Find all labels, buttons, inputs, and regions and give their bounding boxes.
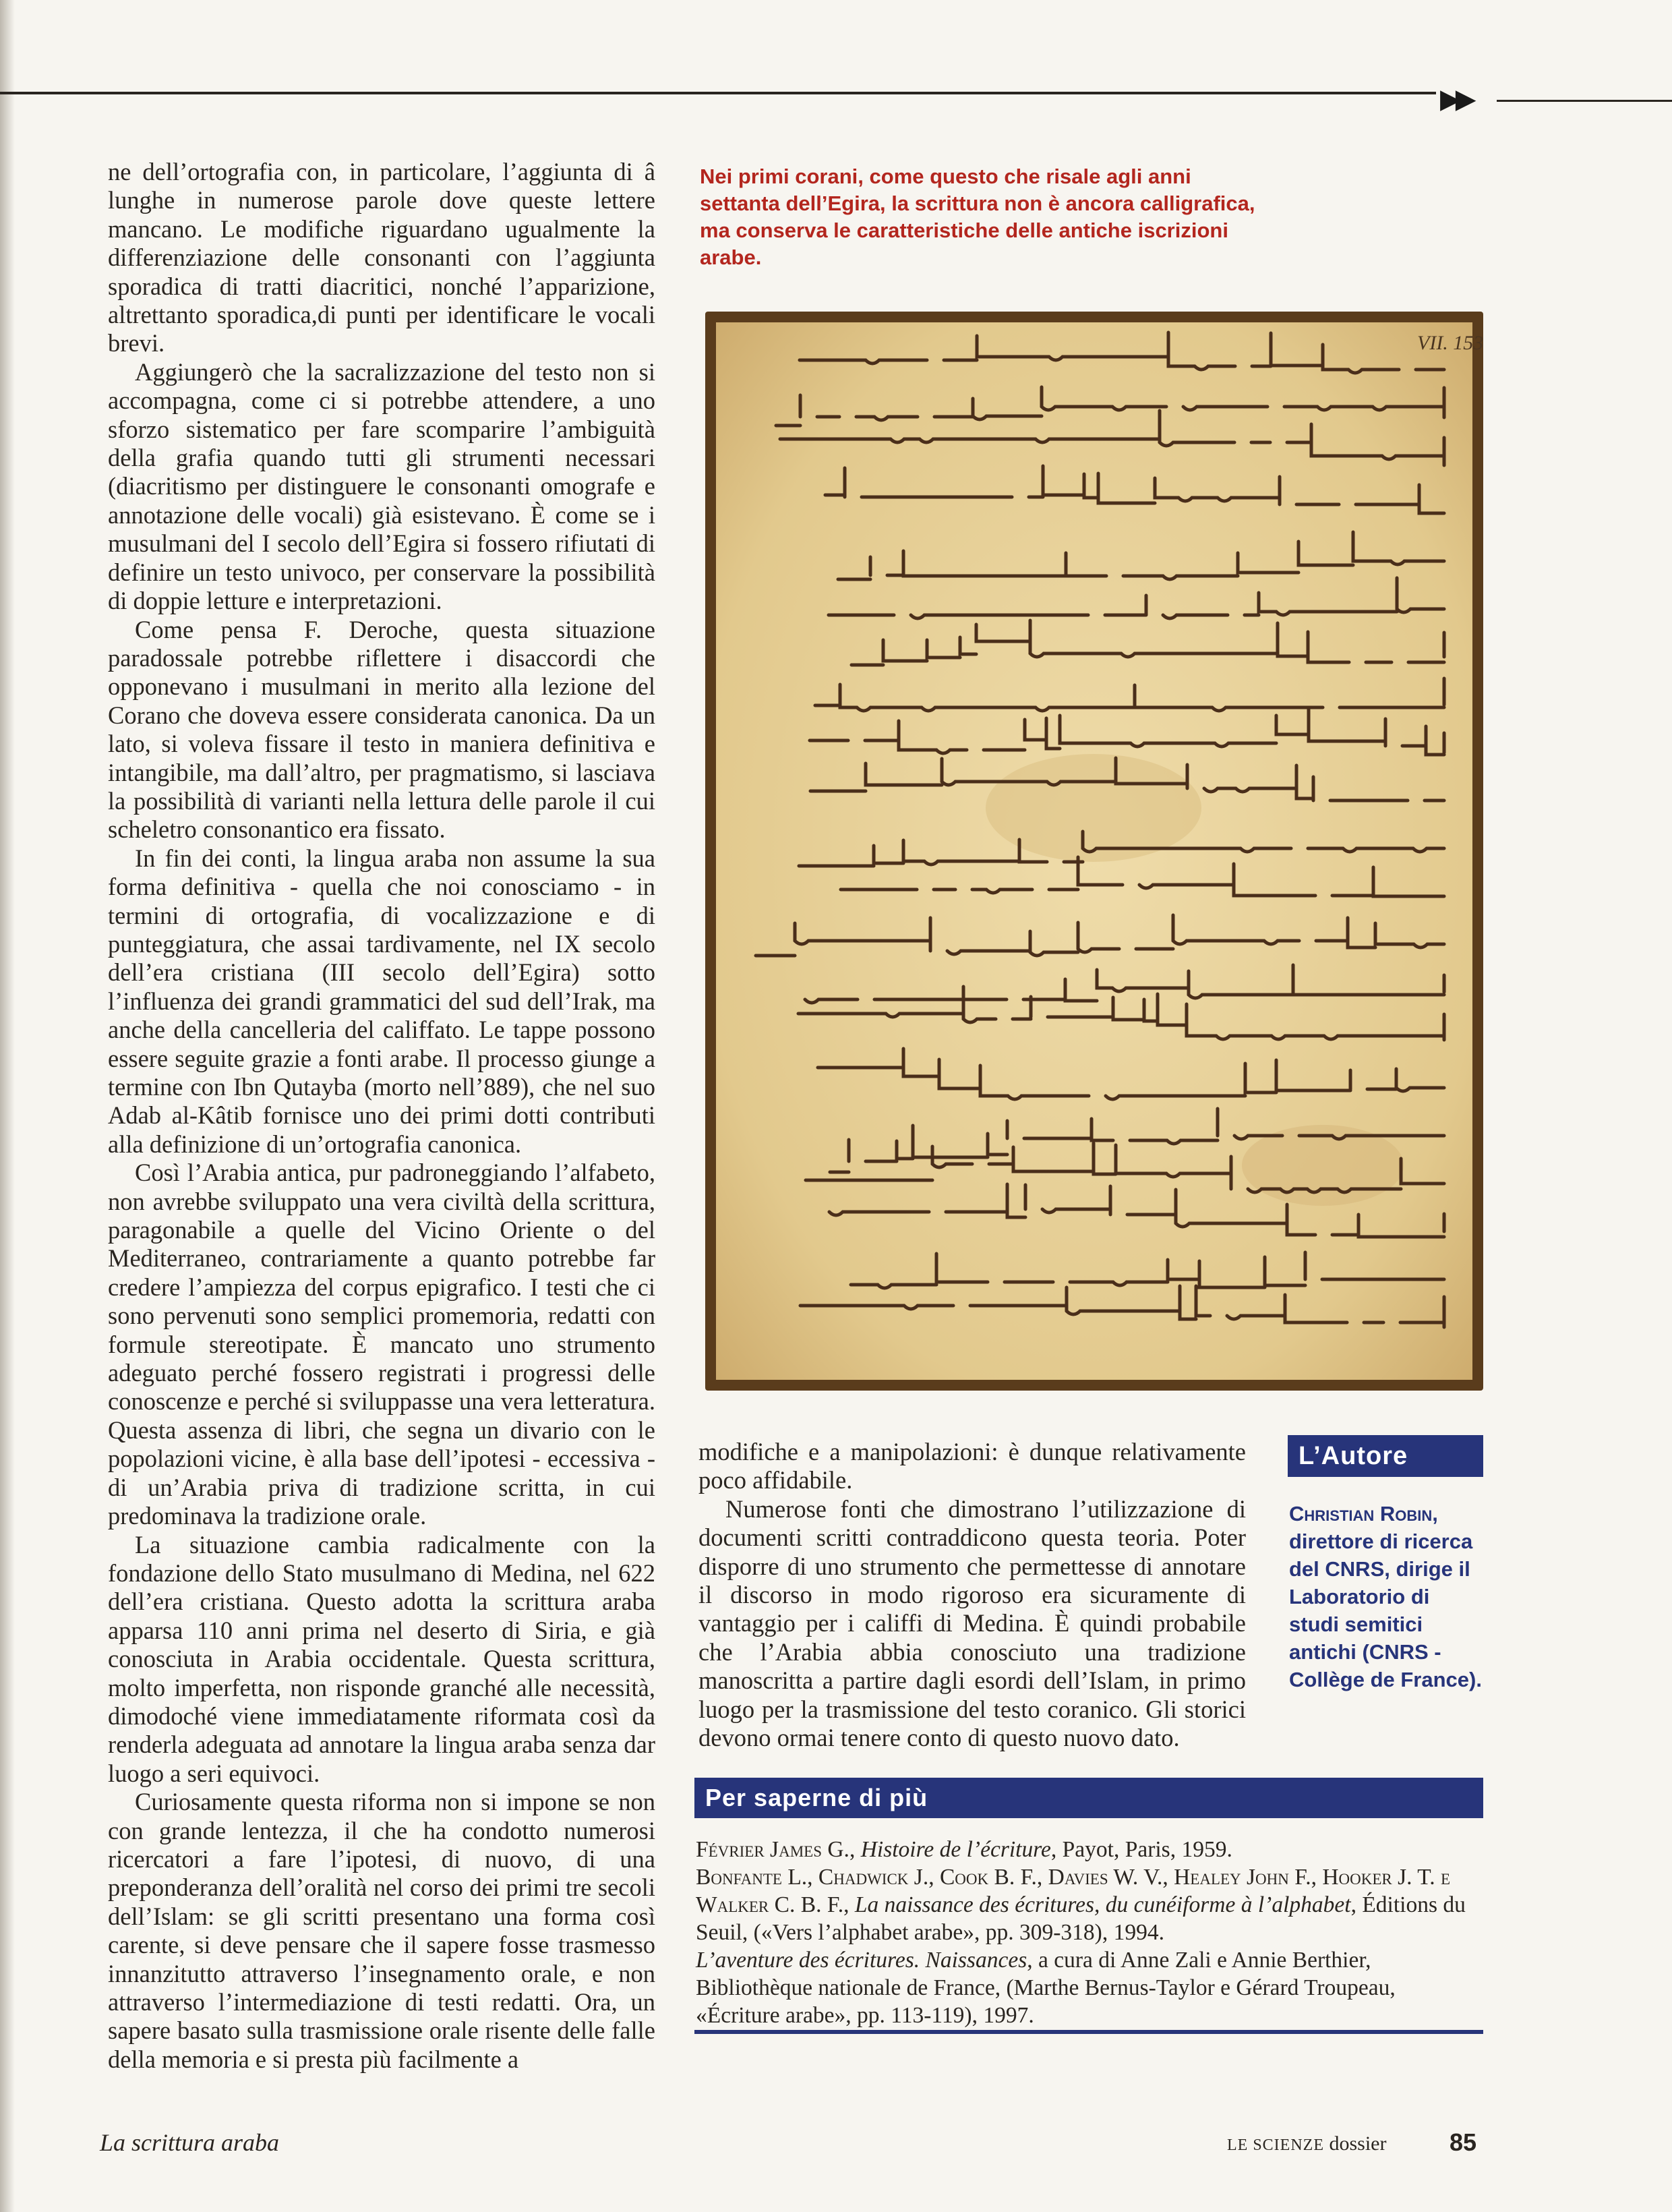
- header-rule-right: [1497, 100, 1672, 102]
- left-column: [108, 158, 655, 2074]
- paragraph: Aggiungerò che la sacralizzazione del testo non si accompagna, come ci si potrebbe attendere, a uno sforzo sistematico per fare scomparire l’ambiguità della grafia quando tutti gli strumenti necessari (diacritismo per distinguere le consonanti omografe e annotazione delle vocali) già esistevano. È come se i musulmani del I secolo dell’Egira si fossero rifiutati di definire un testo univoco, per conservare la possibilità di doppie letture e interpretazioni.: [108, 357, 655, 615]
- further-reading-list: [696, 1836, 1483, 2029]
- footer-section-title: La scrittura araba: [100, 2129, 280, 2156]
- paragraph: Numerose fonti che dimostrano l’utilizzazione di documenti scritti contraddicono questa teoria. Poter disporre di uno strumento che permettesse di annotare il discorso in modo rigoroso era sicuramente di vantaggio per i califfi di Medina. È quindi probabile che l’Arabia abbia conosciuto una tradizione manoscritta a partire dagli esordi dell’Islam, in primo luogo per la trasmissione del testo coranico. Gli storici devono ormai tenere conto di questo nuovo dato.: [698, 1494, 1246, 1752]
- middle-column: [698, 1438, 1246, 1752]
- author-bio-text: , direttore di ricerca del CNRS, dirige il Laboratorio di studi semitici antichi (CNRS - Collège de France).: [1289, 1502, 1482, 1691]
- further-reading-rule: [694, 2030, 1483, 2034]
- figure-caption: Nei primi corani, come questo che risale agli anni settanta dell’Egira, la scrittura non è ancora calligrafica, ma conserva le caratteristiche delle antiche iscrizioni arabe.: [700, 165, 1255, 269]
- reference-item: Bonfante L., Chadwick J., Cook B. F., Davies W. V., Healey John F., Hooker J. T. e Walker C. B. F., La naissance des écritures, du cunéiforme à l’alphabet, Éditions du Seuil, («Vers l’alphabet arabe», pp. 309-318), 1994.: [696, 1865, 1466, 1945]
- paragraph: modifiche e a manipolazioni: è dunque relativamente poco affidabile.: [698, 1438, 1246, 1494]
- further-reading-title: Per saperne di più: [694, 1778, 1483, 1818]
- page-binding-shadow: [0, 0, 15, 2212]
- footer-brand: LE SCIENZE dossier: [1227, 2132, 1387, 2155]
- author-bio: [1289, 1500, 1485, 1693]
- paragraph: In fin dei conti, la lingua araba non assume la sua forma definitiva - quella che noi conosciamo - in termini di ortografia, di vocalizzazione e di punteggiatura, che assai tardivamente, nel IX secolo dell’era cristiana (III secolo dell’Egira) sotto l’influenza dei grandi grammatici del sud dell’Irak, ma anche della cancelleria del califfato. Le tappe possono essere seguite grazie a fonti arabe. Il processo giunge a termine con Ibn Qutayba (morto nell’889), che nel suo Adab al-Kâtib fornisce uno dei primi dotti contributi alla definizione di un’ortografia canonica.: [108, 844, 655, 1158]
- double-right-arrow-icon: ▶▶: [1440, 84, 1471, 115]
- reference-item: Février James G., Histoire de l’écriture, Payot, Paris, 1959.: [696, 1837, 1232, 1862]
- paragraph: ne dell’ortografia con, in particolare, l’aggiunta di â lunghe in numerose parole dove queste lettere mancano. Le modifiche riguardano ugualmente la differenziazione delle consonanti con l’aggiunta sporadica di tratti diacritici, nonché l’apparizione, altrettanto sporadica,di punti per identificare le vocali brevi.: [108, 158, 655, 357]
- paragraph: Come pensa F. Deroche, questa situazione paradossale potrebbe riflettere i disaccordi che opponevano i musulmani in merito alla lezione del Corano che doveva essere considerata canonica. Da un lato, si voleva fissare il testo in maniera definitiva e intangibile, ma dall’altro, per pragmatismo, si lasciava la possibilità di varianti nella lettura delle parole il cui scheletro consonantico era fissato.: [108, 615, 655, 844]
- paragraph: Curiosamente questa riforma non si impone se non con grande lentezza, il che ha condotto numerosi ricercatori a fare l’ipotesi, di nuovo, di una preponderanza dell’oralità nel corso dei primi tre secoli dell’Islam: se gli scritti presentano una forma così carente, si deve pensare che il sapere fosse trasmesso innanzitutto attraverso l’insegnamento orale, e non attraverso l’intermediazione di testi redatti. Ora, un sapere basato sulla trasmissione orale risente delle falle della memoria e si presta più facilmente a: [108, 1788, 655, 2073]
- reference-item: L’aventure des écritures. Naissances, a cura di Anne Zali e Annie Berthier, Bibliothèque nationale de France, (Marthe Bernus-Taylor e Gérard Troupeau, «Écriture arabe», pp. 113-119), 1997.: [696, 1948, 1396, 2028]
- paragraph: La situazione cambia radicalmente con la fondazione dello Stato musulmano di Medina, nel 622 dell’era cristiana. Questo adotta la scrittura araba apparsa 110 anni prima nel deserto di Siria, e già conosciuta in Arabia occidentale. Questa scrittura, molto imperfetta, non risponde granché alle necessità, dimodoché viene immediatamente riformata così da renderla adeguata ad annotare la lingua araba senza dar luogo a seri equivoci.: [108, 1530, 655, 1787]
- quran-manuscript-image: [705, 312, 1483, 1391]
- page-number: 85: [1450, 2128, 1477, 2156]
- author-name: Christian Robin: [1289, 1502, 1433, 1525]
- manuscript-page-illustration: [716, 322, 1484, 1380]
- header-rule: [0, 92, 1436, 94]
- paragraph: Così l’Arabia antica, pur padroneggiando l’alfabeto, non avrebbe sviluppato una vera civiltà della scrittura, paragonabile a quelle del Vicino Oriente o del Mediterraneo, contrariamente a quanto potrebbe far credere l’ampiezza del corpus epigrafico. I testi che ci sono pervenuti sono semplici promemoria, redatti con formule stereotipate. È mancato uno strumento adeguato perché fossero registrati i progressi delle conoscenze e perché si sviluppasse una vera letteratura. Questa assenza di libri, che segna un divario con le popolazioni vicine, è alla base dell’ipotesi - eccessiva - di un’Arabia priva di tradizione scritta, in cui predominava la tradizione orale.: [108, 1159, 655, 1530]
- folio-label: VII. 153: [1417, 332, 1484, 354]
- author-box-title: L’Autore: [1288, 1435, 1483, 1477]
